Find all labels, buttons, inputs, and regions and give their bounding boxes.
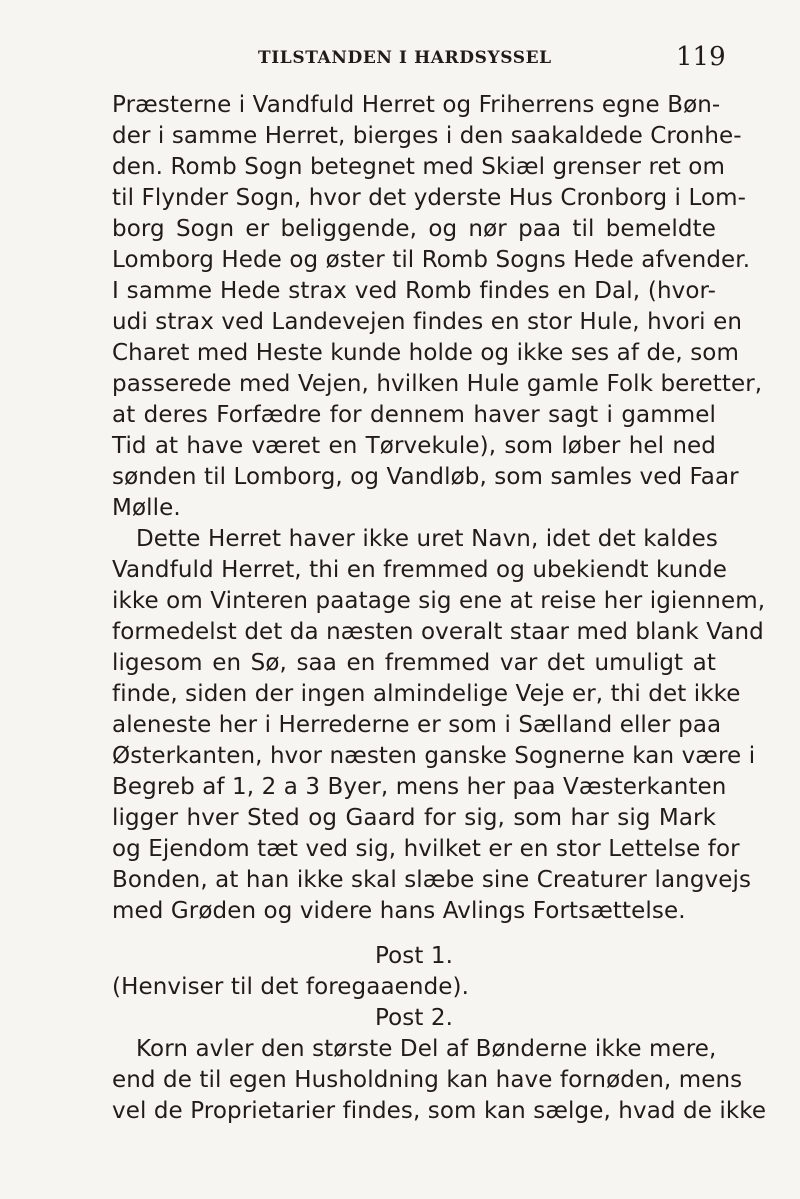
text-line: I samme Hede strax ved Romb findes en Dal, (hvor- [112, 278, 716, 304]
text-line: der i samme Herret, bierges i den saakaldede Cronhe- [112, 123, 742, 149]
text-line: aleneste her i Herrederne er som i Sælland eller paa [112, 712, 722, 738]
paragraph-2 [112, 524, 766, 927]
text-line: Dette Herret haver ikke uret Navn, idet det kaldes [136, 526, 718, 552]
text-line: til Flynder Sogn, hvor det yderste Hus Cronborg i Lom- [112, 185, 747, 211]
text-line: ikke om Vinteren paatage sig ene at reise her igiennem, [112, 588, 766, 614]
running-head: TILSTANDEN I HARDSYSSEL [258, 48, 552, 68]
paragraph-1 [112, 90, 763, 524]
text-line: og Ejendom tæt ved sig, hvilket er en stor Lettelse for [112, 836, 740, 862]
text-line: Præsterne i Vandfuld Herret og Friherrens egne Bøn- [112, 92, 721, 118]
text-line: ligger hver Sted og Gaard for sig, som har sig Mark [112, 805, 716, 831]
post-heading: Post 2. [374, 1005, 454, 1031]
text-line: vel de Proprietarier findes, som kan sælge, hvad de ikke [112, 1098, 767, 1124]
text-line: finde, siden der ingen almindelige Veje er, thi det ikke [112, 681, 741, 707]
text-line: med Grøden og videre hans Avlings Fortsættelse. [112, 898, 686, 924]
text-line: Begreb af 1, 2 a 3 Byer, mens her paa Væsterkanten [112, 774, 727, 800]
text-line: udi strax ved Landevejen findes en stor Hule, hvori en [112, 309, 743, 335]
text-line: formedelst det da næsten overalt staar med blank Vand [112, 619, 764, 645]
body-text [112, 90, 767, 1127]
text-line: borg Sogn er beliggende, og nør paa til bemeldte [112, 216, 716, 242]
text-line: at deres Forfædre for dennem haver sagt i gammel [112, 402, 716, 428]
text-line: Lomborg Hede og øster til Romb Sogns Hede afvender. [112, 247, 751, 273]
post-note: (Henviser til det foregaaende). [112, 974, 470, 1000]
text-line: end de til egen Husholdning kan have fornøden, mens [112, 1067, 743, 1093]
text-line: den. Romb Sogn betegnet med Skiæl grenser ret om [112, 154, 725, 180]
text-line: Tid at have været en Tørvekule), som løber hel ned [112, 433, 716, 459]
text-line: Mølle. [112, 495, 181, 521]
page-number: 119 [676, 42, 726, 72]
text-line: Østerkanten, hvor næsten ganske Sognerne kan være i [112, 743, 756, 769]
post-2-block [112, 1003, 767, 1127]
text-line: Bonden, at han ikke skal slæbe sine Creaturer langvejs [112, 867, 752, 893]
text-line: sønden til Lomborg, og Vandløb, som samles ved Faar [112, 464, 739, 490]
text-line: Korn avler den største Del af Bønderne ikke mere, [136, 1036, 717, 1062]
post-1-block [112, 941, 716, 1003]
post-heading: Post 1. [374, 943, 454, 969]
text-line: Charet med Heste kunde holde og ikke ses af de, som [112, 340, 739, 366]
page-header [0, 38, 800, 78]
text-line: passerede med Vejen, hvilken Hule gamle Folk beretter, [112, 371, 763, 397]
text-line: Vandfuld Herret, thi en fremmed og ubekiendt kunde [112, 557, 728, 583]
text-line: ligesom en Sø, saa en fremmed var det umuligt at [112, 650, 716, 676]
